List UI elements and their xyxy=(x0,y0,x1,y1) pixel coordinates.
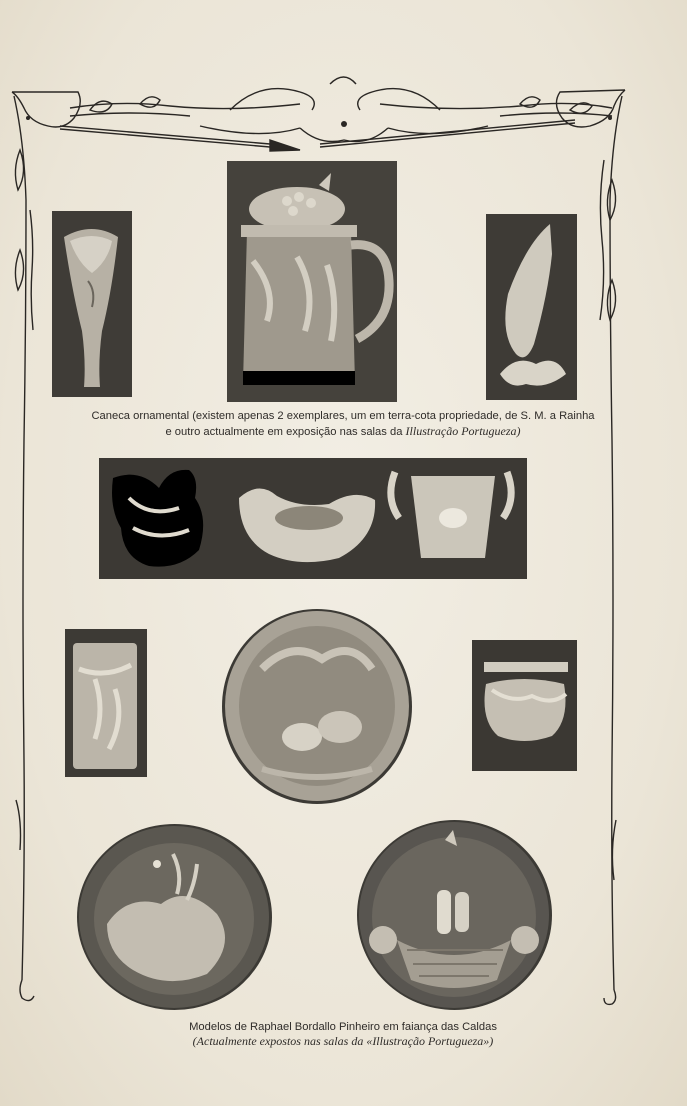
birds-plate-photo xyxy=(222,609,412,804)
frog-bowl-photo xyxy=(472,640,577,771)
tall-vase-figure xyxy=(52,211,132,397)
bottom-caption xyxy=(60,1020,626,1048)
leaf-vase-figure xyxy=(486,214,577,400)
top-caption xyxy=(60,409,626,440)
top-caption-line1: Caneca ornamental (existem apenas 2 exemplares, um em terra-cota propriedade, de S. M. a Rainha xyxy=(91,410,595,422)
tall-vase-photo xyxy=(52,211,132,397)
crab-plate-photo xyxy=(77,824,272,1010)
leaf-vase-photo xyxy=(486,214,577,400)
cylinder-vase-figure xyxy=(65,629,147,777)
animal-figures-group xyxy=(99,458,527,579)
top-caption-line2 xyxy=(60,424,626,440)
top-caption-magazine-title: Illustração Portugueza) xyxy=(405,424,521,438)
bottom-caption-line2: (Actualmente expostos nas salas da «Illustração Portugueza») xyxy=(192,1034,494,1048)
ornamental-tankard-photo xyxy=(227,161,397,402)
bottom-caption-line1: Modelos de Raphael Bordallo Pinheiro em faiança das Caldas xyxy=(189,1021,497,1033)
birds-plate-figure xyxy=(222,609,412,804)
frog-bowl-figure xyxy=(472,640,577,771)
cylinder-vase-photo xyxy=(65,629,147,777)
crab-plate-figure xyxy=(77,824,272,1010)
tankard-figure xyxy=(227,161,397,402)
basket-plate-photo xyxy=(357,820,552,1010)
basket-plate-figure xyxy=(357,820,552,1010)
top-caption-line2-text: e outro actualmente em exposição nas salas da xyxy=(165,426,406,438)
animal-figures-group-photo xyxy=(99,458,527,579)
